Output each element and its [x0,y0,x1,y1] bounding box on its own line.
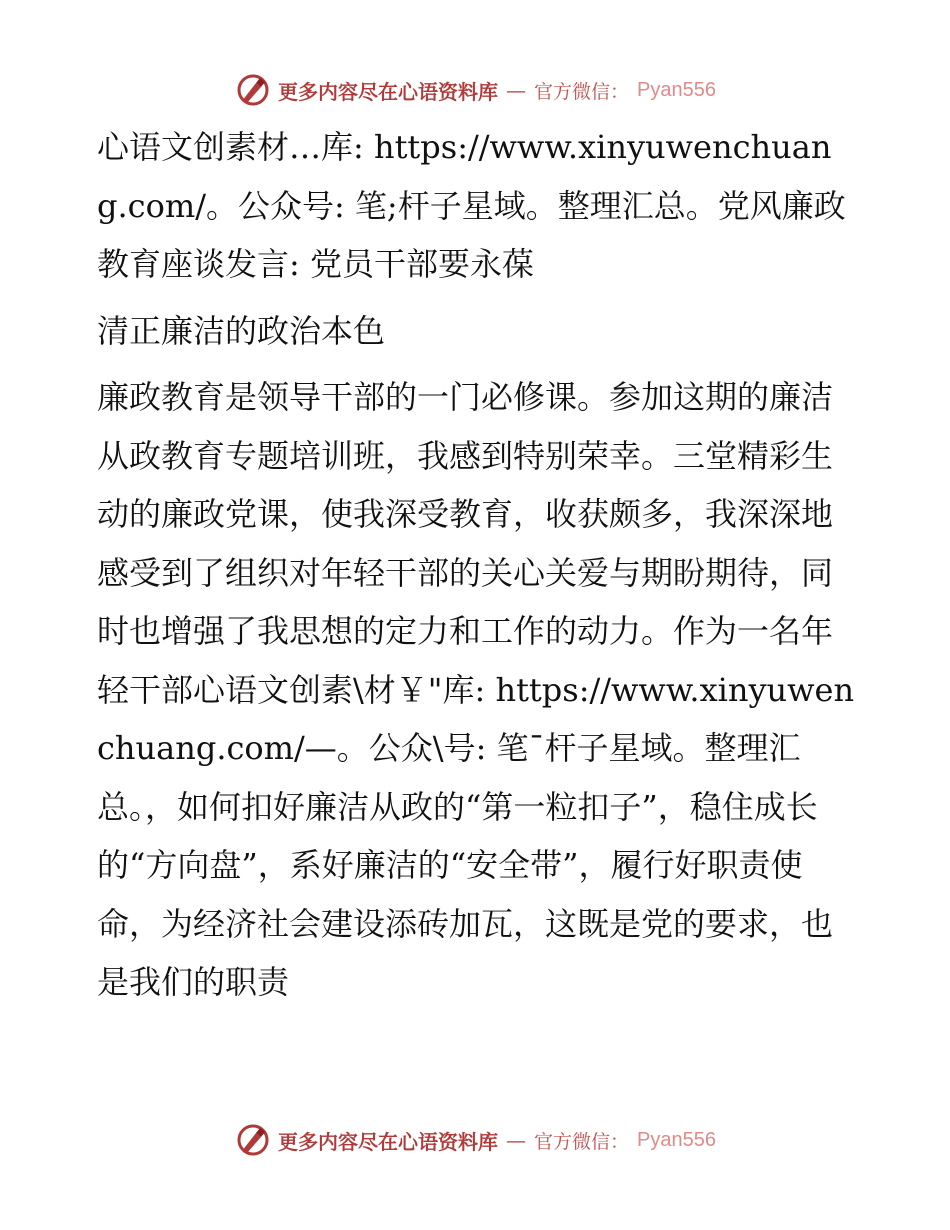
paragraph-main: 廉政教育是领导干部的一门必修课。参加这期的廉洁从政教育专题培训班，我感到特别荣幸。三堂精彩生动的廉政党课，使我深受教育，收获颇多，我深深地感受到了组织对年轻干部的关心关爱与期盼期待，同时也增强了我思想的定力和工作的动力。作为一名年轻干部心语文创素\材￥"库: https://www.xinyuwenchuang.com/—。公众\号: 笔¯杆子星域。整理汇总。，如何扣好廉洁从政的“第一粒扣子”，稳住成长的“方向盘”，系好廉洁的“安全带”，履行好职责使命，为经济社会建设添砖加瓦，这既是党的要求，也是我们的职责 [97,378,855,1001]
paragraph-intro: 心语文创素材…库: https://www.xinyuwenchuang.com/。公众号: 笔;杆子星域。整理汇总。党风廉政教育座谈发言: 党员干部要永葆 [97,128,846,283]
header-watermark [236,70,756,110]
watermark-official: 官方微信： [534,80,630,103]
paragraph-heading: 清正廉洁的政治本色 [97,311,386,350]
watermark-official: 官方微信： [534,1130,630,1153]
pen-circle-icon [236,1123,270,1157]
watermark-wechat-id: Pyan556 [637,78,716,101]
watermark-wechat-id: Pyan556 [637,1128,716,1151]
watermark-brand: 更多内容尽在心语资料库 [278,1129,498,1154]
document-body [97,118,857,1012]
watermark-brand: 更多内容尽在心语资料库 [278,79,498,104]
watermark-separator: — [506,78,526,102]
footer-watermark [236,1120,756,1160]
watermark-separator: — [506,1128,526,1152]
pen-circle-icon [236,73,270,107]
